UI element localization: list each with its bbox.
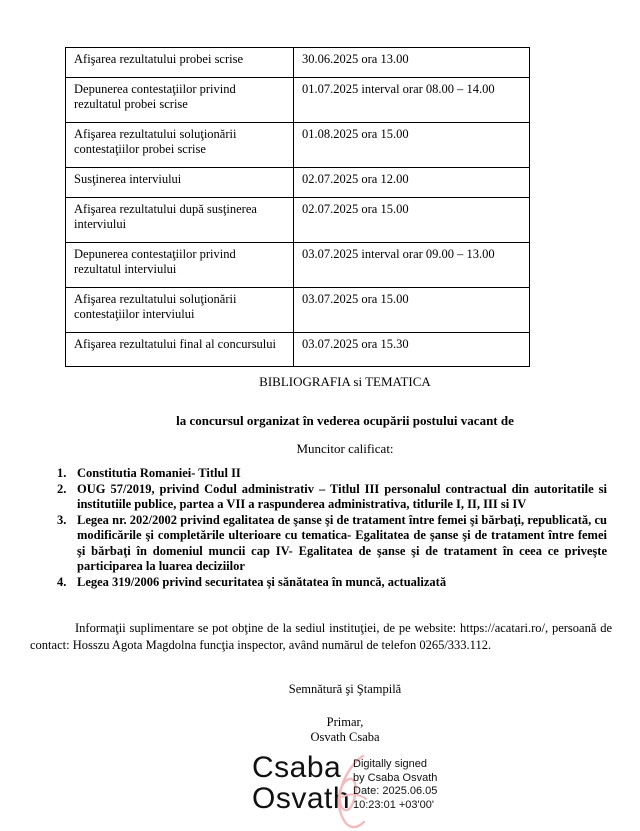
schedule-event: Afişarea rezultatului probei scrise [66, 48, 294, 78]
signer-name: Osvath Csaba [310, 730, 380, 744]
list-item: Legea nr. 202/2002 privind egalitatea de şanse şi de tratament între femei şi bărbaţi, republicată, cu modificările şi completările ulterioare cu tematica- Egalitatea de şanse şi de tratament între femei şi bărbaţi în domeniul muncii cap IV- Egalitatea de şanse şi de tratament în ceea ce priveşte participarea la luarea deciziilor [77, 512, 607, 573]
schedule-event: Afişarea rezultatului soluţionării contestaţiilor interviului [66, 288, 294, 333]
schedule-date: 02.07.2025 ora 12.00 [294, 168, 530, 198]
table-row [66, 198, 530, 243]
digital-signature-details [353, 758, 437, 812]
schedule-event: Afişarea rezultatului final al concursului [66, 333, 294, 367]
digital-signature-details-line: Date: 2025.06.05 [353, 785, 438, 797]
digital-signature [0, 752, 640, 830]
schedule-date: 03.07.2025 ora 15.30 [294, 333, 530, 367]
digital-signature-name-line: Csaba [252, 751, 342, 784]
schedule-date: 01.08.2025 ora 15.00 [294, 123, 530, 168]
position-label: Muncitor calificat: [296, 441, 394, 456]
digital-signature-details-line: Digitally signed [353, 758, 427, 770]
bibliography-subtitle: la concursul organizat în vederea ocupării postului vacant de [176, 413, 514, 428]
table-row [66, 78, 530, 123]
table-row [66, 123, 530, 168]
info-paragraph: Informaţii suplimentare se pot obţine de la sediul instituţiei, de pe website: https://acatari.ro/, persoană de contact: Hosszu Agota Magdolna funcţia inspector, având numărul de telefon 0265/333.112. [30, 621, 612, 652]
schedule-event: Afişarea rezultatului după susţinerea interviului [66, 198, 294, 243]
table-row [66, 168, 530, 198]
bibliography-list [40, 466, 607, 590]
digital-signature-name-line: Osvath [252, 782, 351, 815]
table-row [66, 333, 530, 367]
table-row [66, 288, 530, 333]
schedule-table [65, 47, 530, 367]
schedule-date: 03.07.2025 interval orar 09.00 – 13.00 [294, 243, 530, 288]
list-item: OUG 57/2019, privind Codul administrativ – Titlul III personalul contractual din autoritatile si institutiile publice, partea a VII a raspunderea administrativa, titlurile I, II, III si IV [77, 481, 607, 511]
schedule-event: Afişarea rezultatului soluţionării contestaţiilor probei scrise [66, 123, 294, 168]
digital-signature-details-line: 10:23:01 +03'00' [353, 798, 434, 811]
schedule-date: 01.07.2025 interval orar 08.00 – 14.00 [294, 78, 530, 123]
list-item: Constitutia Romaniei- Titlul II [77, 466, 241, 480]
schedule-date: 03.07.2025 ora 15.00 [294, 288, 530, 333]
signer-role: Primar, [326, 715, 364, 729]
digital-signature-details-line: by Csaba Osvath [353, 771, 438, 784]
table-row [66, 48, 530, 78]
schedule-event: Depunerea contestaţiilor privind rezultatul interviului [66, 243, 294, 288]
table-row [66, 243, 530, 288]
schedule-event: Depunerea contestaţiilor privind rezultatul probei scrise [66, 78, 294, 123]
schedule-date: 02.07.2025 ora 15.00 [294, 198, 530, 243]
schedule-event: Susţinerea interviului [66, 168, 294, 198]
bibliography-title: BIBLIOGRAFIA si TEMATICA [259, 374, 431, 389]
signature-label: Semnătură şi Ştampilă [288, 682, 402, 696]
list-item: Legea 319/2006 privind securitatea şi sănătatea în muncă, actualizată [77, 574, 447, 589]
schedule-date: 30.06.2025 ora 13.00 [294, 48, 530, 78]
